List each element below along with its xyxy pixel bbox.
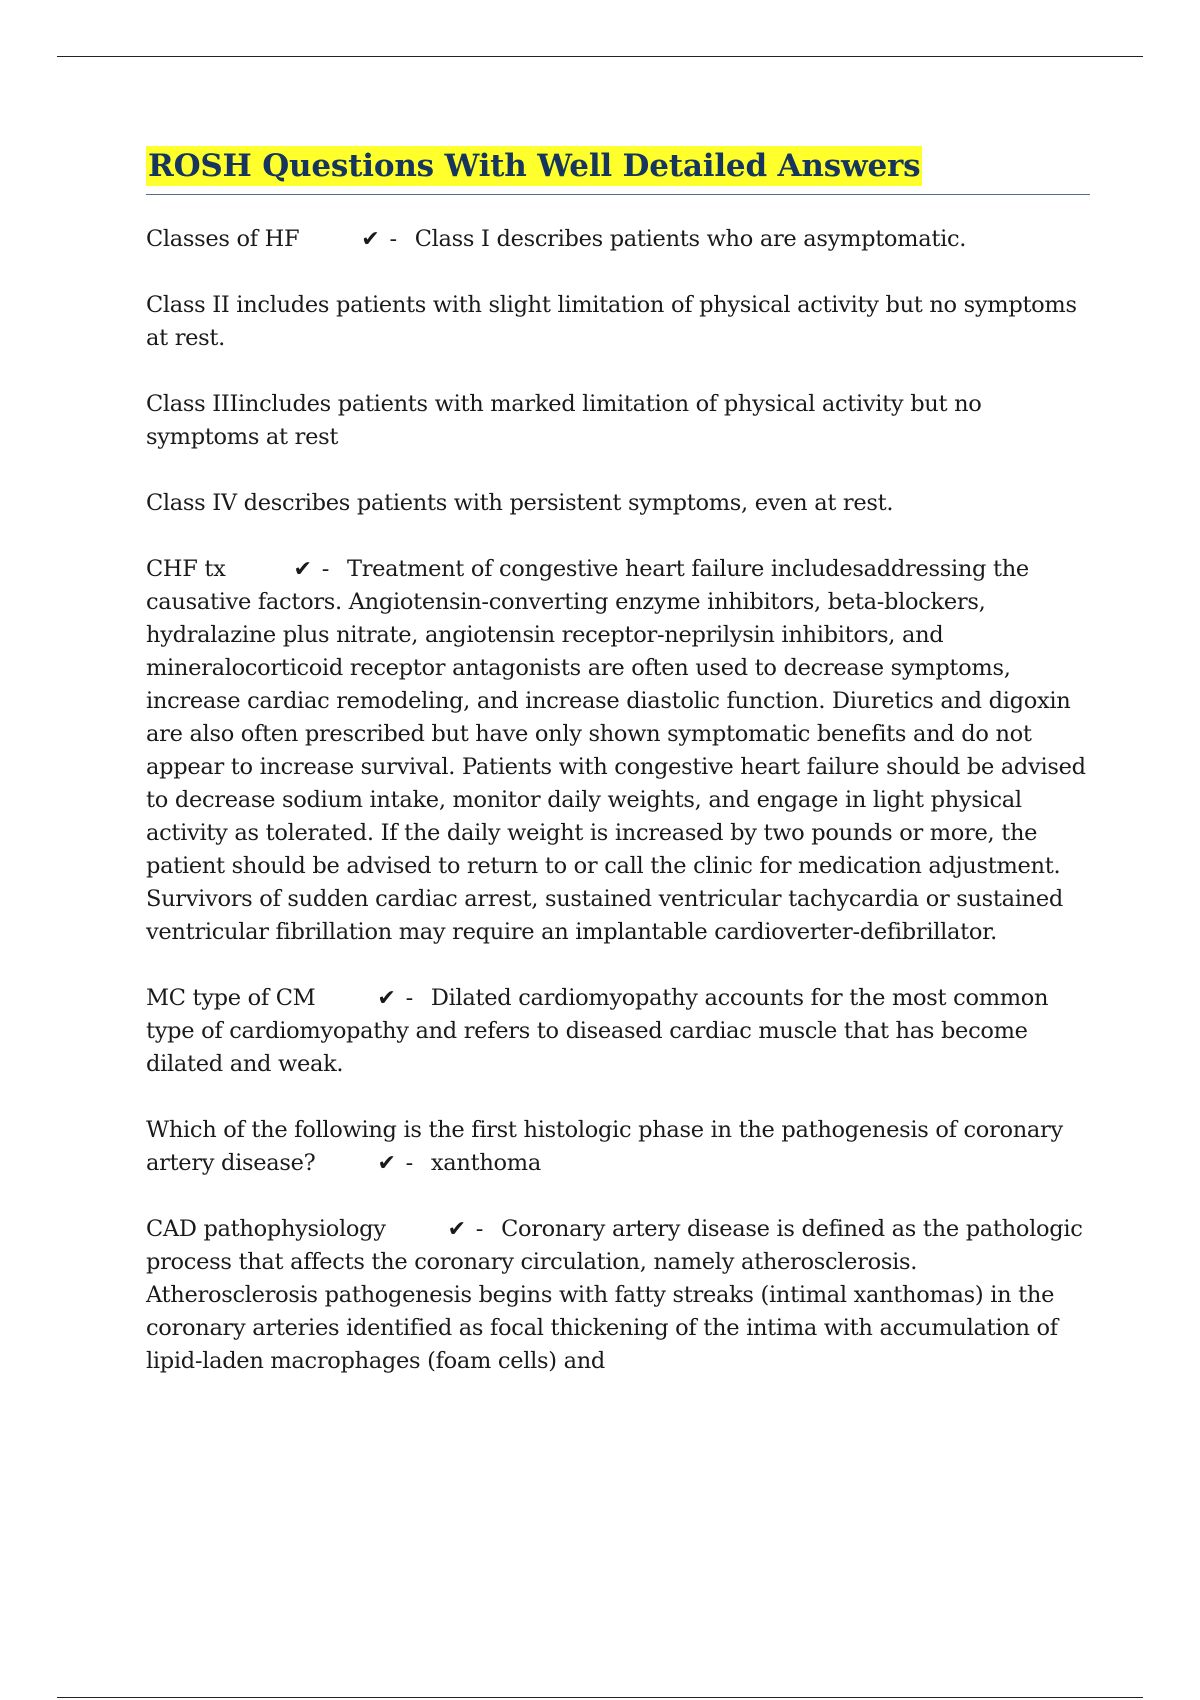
check-icon: ✔ [377,986,396,1011]
check-icon: ✔ [361,227,380,252]
dash-separator: - [321,556,329,582]
paragraph-class-ii: Class II includes patients with slight limitation of physical activity but no symptoms at rest. [146,292,1077,351]
question-text: CAD pathophysiology [146,1216,386,1242]
question-text: CHF tx [146,556,226,582]
paragraph-class-iv: Class IV describes patients with persistent symptoms, even at rest. [146,490,894,516]
qa-entry-mc-type-of-cm [146,982,1090,1081]
question-text: MC type of CM [146,985,316,1011]
document-title: ROSH Questions With Well Detailed Answers [148,148,921,184]
paragraph-class-iii: Class IIIincludes patients with marked limitation of physical activity but no symptoms at rest [146,391,982,450]
answer-text: Coronary artery disease is defined as the pathologic process that affects the coronary circulation, namely atherosclerosis. Atherosclerosis pathogenesis begins with fatty streaks (intimal xanthomas) in the coronary arteries identified as focal thickening of the intima with accumulation of lipid-laden macrophages (foam cells) and [146,1216,1083,1374]
question-text: Classes of HF [146,226,300,252]
check-icon: ✔ [377,1151,396,1176]
answer-text: xanthoma [430,1150,541,1176]
title-block [146,146,1090,195]
qa-entry-histologic-phase [146,1114,1090,1180]
qa-entry-chf-tx [146,553,1090,949]
answer-text: Treatment of congestive heart failure includesaddressing the causative factors. Angiotensin-converting enzyme inhibitors, beta-blockers, hydralazine plus nitrate, angiotensin receptor-neprilysin inhibitors, and mineralocorticoid receptor antagonists are often used to decrease symptoms, increase cardiac remodeling, and increase diastolic function. Diuretics and digoxin are also often prescribed but have only shown symptomatic benefits and do not appear to increase survival. Patients with congestive heart failure should be advised to decrease sodium intake, monitor daily weights, and engage in light physical activity as tolerated. If the daily weight is increased by two pounds or more, the patient should be advised to return to or call the clinic for medication adjustment. Survivors of sudden cardiac arrest, sustained ventricular tachycardia or sustained ventricular fibrillation may require an implantable cardioverter-defibrillator. [146,556,1086,945]
document-body [146,146,1090,1411]
qa-entry-classes-of-hf [146,223,1090,256]
answer-text: Dilated cardiomyopathy accounts for the most common type of cardiomyopathy and refers to diseased cardiac muscle that has become dilated and weak. [146,985,1049,1077]
dash-separator: - [389,226,397,252]
question-text: Which of the following is the first histologic phase in the pathogenesis of coronary artery disease? [146,1117,1063,1176]
footer-rule [57,1697,1143,1698]
dash-separator: - [405,985,413,1011]
header-rule [57,56,1143,57]
dash-separator: - [405,1150,413,1176]
check-icon: ✔ [293,557,312,582]
dash-separator: - [475,1216,484,1242]
check-icon: ✔ [447,1217,466,1242]
answer-text: Class I describes patients who are asymptomatic. [414,226,967,252]
qa-entry-cad-pathophysiology [146,1213,1090,1378]
